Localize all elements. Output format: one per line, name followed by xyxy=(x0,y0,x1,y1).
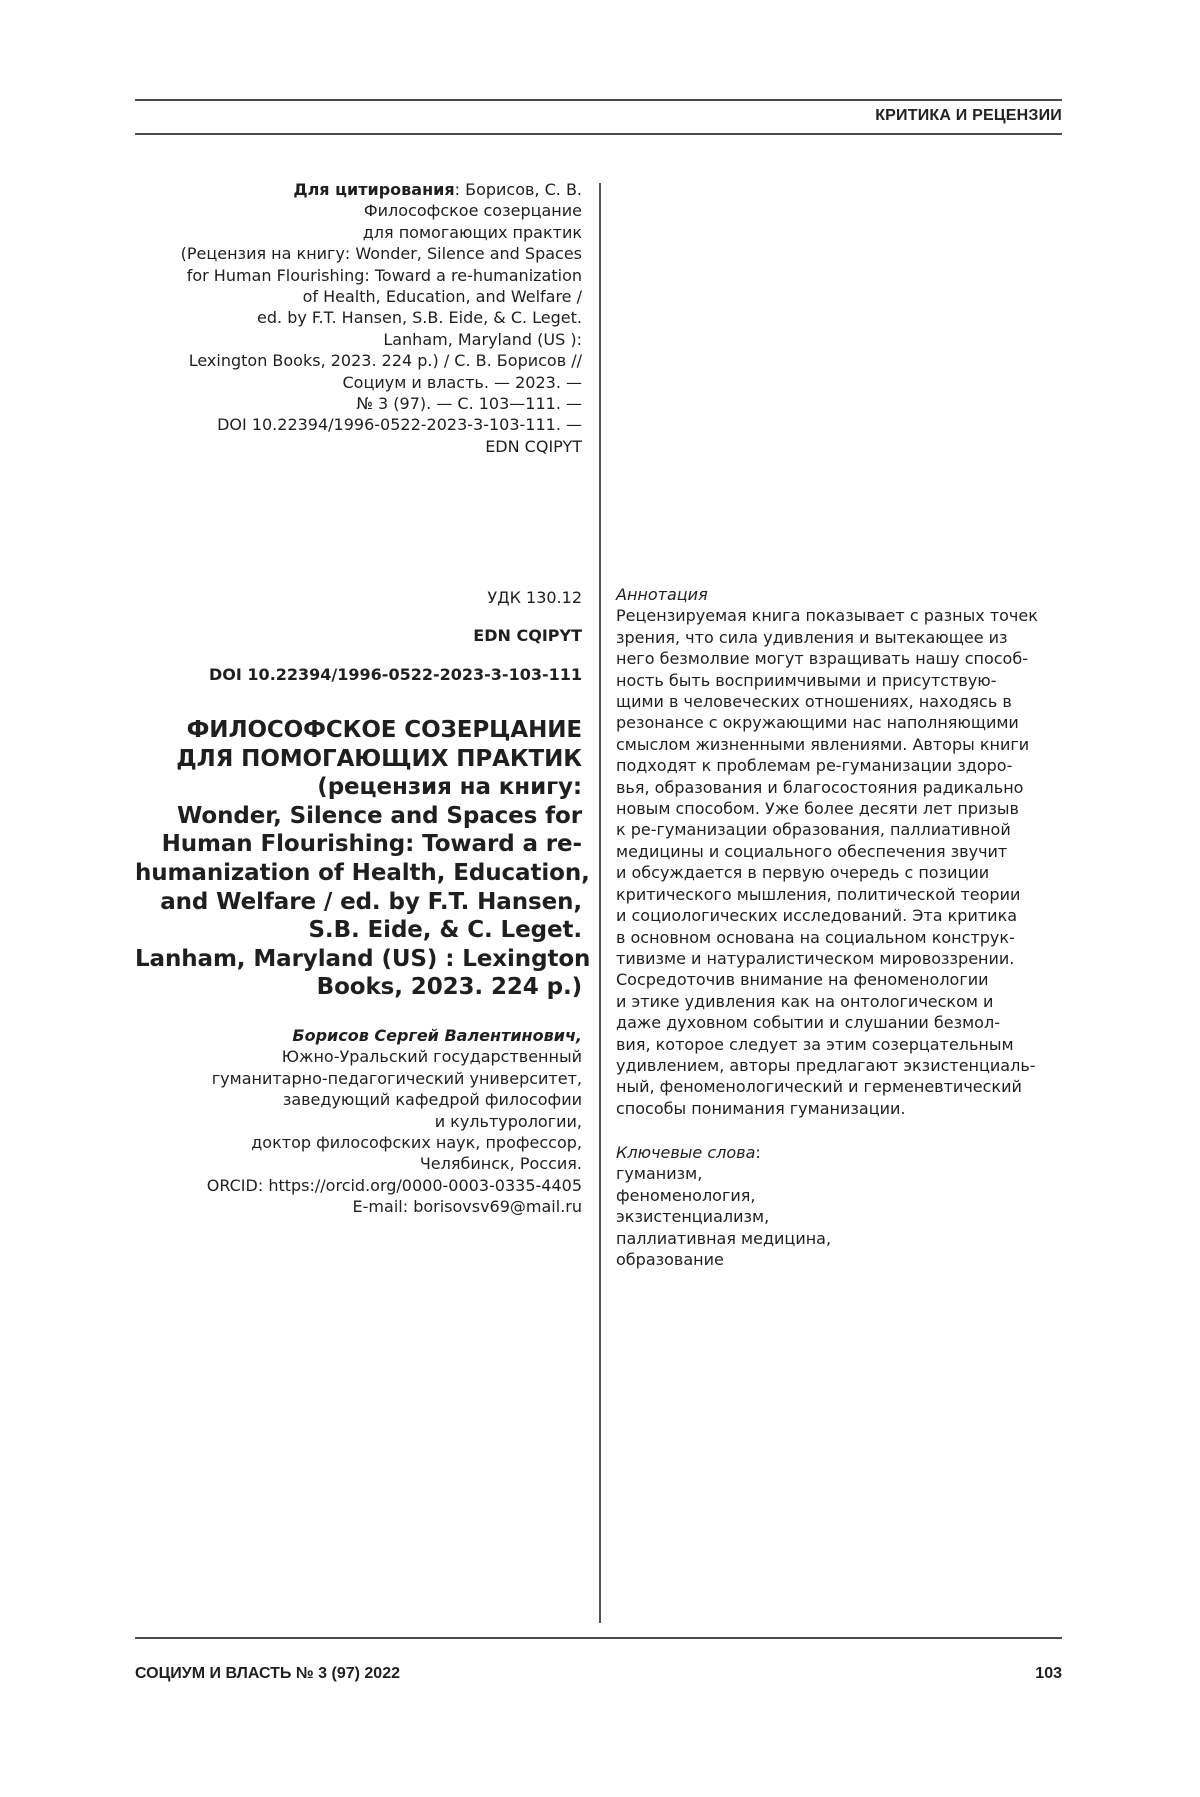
citation-line xyxy=(135,179,582,200)
journal-issue: СОЦИУМ И ВЛАСТЬ № 3 (97) 2022 xyxy=(135,1665,400,1682)
author-detail: доктор философских наук, профессор, xyxy=(251,1133,582,1153)
citation-block xyxy=(135,179,582,457)
header-rule-bottom xyxy=(135,133,1062,135)
title-line: ФИЛОСОФСКОЕ СОЗЕРЦАНИЕ xyxy=(186,717,582,743)
citation-line: Lanham, Maryland (US ): xyxy=(383,329,582,349)
section-title: КРИТИКА И РЕЦЕНЗИИ xyxy=(875,107,1062,124)
title-line: humanization of Health, Education, xyxy=(135,859,590,886)
citation-label: Для цитирования xyxy=(293,180,455,199)
keyword-item: гуманизм, xyxy=(616,1164,703,1184)
citation-line: for Human Flourishing: Toward a re-humanization xyxy=(186,265,582,285)
author-detail: заведующий кафедрой философии xyxy=(282,1090,582,1110)
author-email: E-mail: borisovsv69@mail.ru xyxy=(352,1197,582,1217)
abstract-line: зрения, что сила удивления и вытекающее из xyxy=(616,627,1008,647)
title-line: S.B. Eide, & C. Leget. xyxy=(308,917,582,944)
author-detail: Южно-Уральский государственный xyxy=(281,1047,582,1067)
citation-line: of Health, Education, and Welfare / xyxy=(302,287,582,307)
page-number: 103 xyxy=(1035,1665,1062,1682)
citation-line: Lexington Books, 2023. 224 p.) / С. В. Борисов // xyxy=(188,351,582,371)
title-line: (рецензия на книгу: xyxy=(317,774,582,801)
udk-code: УДК 130.12 xyxy=(487,588,582,607)
abstract-line: удивлением, авторы предлагают экзистенциаль- xyxy=(616,1055,1036,1075)
abstract-line: и обсуждается в первую очередь с позиции xyxy=(616,863,990,883)
abstract-line: и этике удивления как на онтологическом и xyxy=(616,991,994,1011)
abstract-line: к ре-гуманизации образования, паллиативной xyxy=(616,820,1011,840)
title-line: Books, 2023. 224 p.) xyxy=(316,974,582,1001)
keywords xyxy=(616,1142,1066,1270)
abstract-line: даже духовном событии и слушании безмол- xyxy=(616,1013,1000,1033)
keyword-item: образование xyxy=(616,1250,724,1270)
title-line: ДЛЯ ПОМОГАЮЩИХ ПРАКТИК xyxy=(176,745,582,772)
citation-line: EDN CQIPYT xyxy=(485,436,582,456)
abstract-line: смыслом жизненными явлениями. Авторы книги xyxy=(616,734,1030,754)
abstract-line: медицины и социального обеспечения звучит xyxy=(616,841,1008,861)
keyword-item: паллиативная медицина, xyxy=(616,1228,832,1248)
header-rule-top xyxy=(135,99,1062,101)
author-detail: гуманитарно-педагогический университет, xyxy=(211,1068,582,1088)
abstract-line: щими в человеческих отношениях, находясь в xyxy=(616,692,1012,712)
footer-rule xyxy=(135,1637,1062,1639)
abstract-line: вия, которое следует за этим созерцательным xyxy=(616,1034,1014,1054)
author-detail: и культурологии, xyxy=(434,1111,582,1131)
abstract-line: в основном основана на социальном конструк- xyxy=(616,927,1015,947)
citation-line: Философское созерцание xyxy=(363,201,582,221)
abstract xyxy=(616,584,1066,1119)
title-line: Human Flourishing: Toward a re- xyxy=(161,831,582,858)
citation-line: для помогающих практик xyxy=(362,222,582,242)
author-name: Борисов Сергей Валентинович, xyxy=(292,1026,582,1045)
abstract-line: критического мышления, политической теории xyxy=(616,884,1021,904)
title-line: Lanham, Maryland (US) : Lexington xyxy=(135,945,591,972)
abstract-line: него безмолвие могут взращивать нашу способ- xyxy=(616,649,1028,669)
abstract-line: вья, образования и благосостояния радикально xyxy=(616,777,1024,797)
abstract-line: ный, феноменологический и герменевтический xyxy=(616,1077,1022,1097)
keyword-item: феноменология, xyxy=(616,1185,756,1205)
citation-text: : Борисов, С. В. xyxy=(454,180,582,199)
column-divider xyxy=(599,183,601,1623)
keywords-colon: : xyxy=(755,1143,761,1162)
abstract-line: новым способом. Уже более десяти лет призыв xyxy=(616,799,1019,819)
abstract-line: Рецензируемая книга показывает с разных точек xyxy=(616,606,1038,626)
keywords-label: Ключевые слова xyxy=(616,1143,756,1162)
edn-code: EDN CQIPYT xyxy=(473,626,582,646)
author-detail: Челябинск, Россия. xyxy=(419,1154,582,1174)
abstract-line: Сосредоточив внимание на феноменологии xyxy=(616,970,989,990)
citation-line: Социум и власть. — 2023. — xyxy=(342,372,582,392)
author-info xyxy=(135,1025,582,1218)
abstract-line: и социологических исследований. Эта критика xyxy=(616,906,1018,926)
citation-line: (Рецензия на книгу: Wonder, Silence and Spaces xyxy=(180,244,582,264)
doi-code: DOI 10.22394/1996-0522-2023-3-103-111 xyxy=(209,664,582,684)
abstract-line: способы понимания гуманизации. xyxy=(616,1098,906,1118)
abstract-line: ность быть восприимчивыми и присутствую- xyxy=(616,670,997,690)
abstract-line: тивизме и натуралистическом мировоззрении. xyxy=(616,948,1015,968)
article-identifiers xyxy=(135,587,582,702)
keyword-item: экзистенциализм, xyxy=(616,1207,770,1227)
abstract-label: Аннотация xyxy=(616,585,708,604)
citation-line: № 3 (97). — С. 103—111. — xyxy=(356,394,582,414)
article-title xyxy=(135,716,591,1002)
abstract-line: подходят к проблемам ре-гуманизации здоро- xyxy=(616,756,1013,776)
title-line: and Welfare / ed. by F.T. Hansen, xyxy=(160,888,582,915)
abstract-line: резонансе с окружающими нас наполняющими xyxy=(616,713,1019,733)
citation-line: ed. by F.T. Hansen, S.B. Eide, & C. Leget. xyxy=(257,308,582,328)
author-orcid: ORCID: https://orcid.org/0000-0003-0335-4405 xyxy=(206,1175,582,1195)
title-line: Wonder, Silence and Spaces for xyxy=(176,802,582,829)
keywords-heading xyxy=(616,1142,1066,1163)
citation-line: DOI 10.22394/1996-0522-2023-3-103-111. — xyxy=(217,415,582,435)
